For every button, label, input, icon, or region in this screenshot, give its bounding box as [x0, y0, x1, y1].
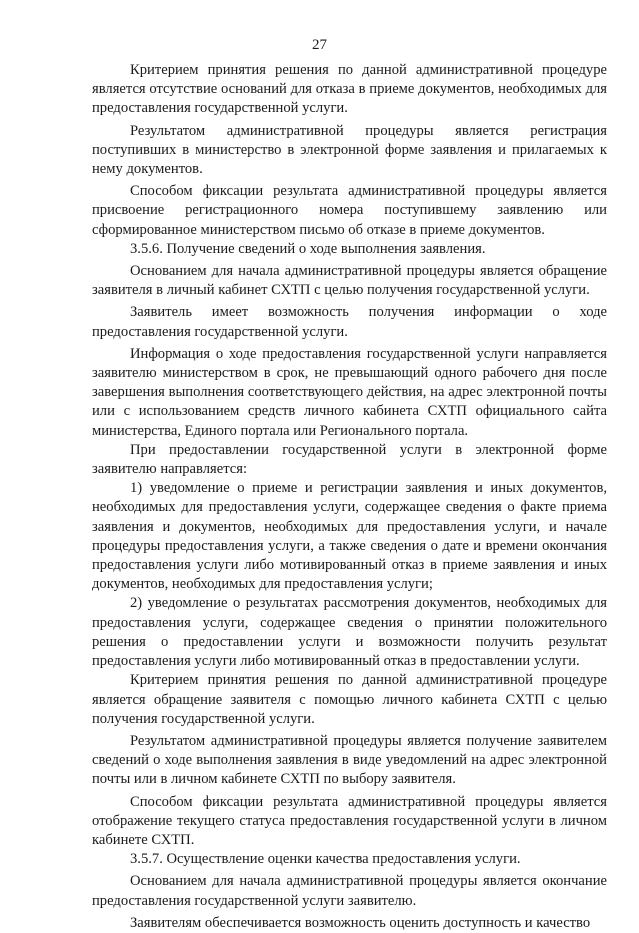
section-heading: 3.5.7. Осуществление оценки качества предоставления услуги. — [130, 851, 521, 868]
paragraph: Способом фиксации результата административной процедуры является присвоение регистрационного номера поступившему заявлению или сформированное министерством письмо об отказе в приеме документов. — [92, 183, 607, 238]
section-heading: 3.5.6. Получение сведений о ходе выполнения заявления. — [130, 240, 486, 257]
paragraph: Основанием для начала административной процедуры является окончание предоставления государственной услуги заявителю. — [92, 873, 607, 909]
paragraph: Критерием принятия решения по данной административной процедуре является обращение заявителя с помощью личного кабинета СХТП с целью получения государственной услуги. — [92, 672, 607, 727]
paragraph: Способом фиксации результата административной процедуры является отображение текущего статуса предоставления государственной услуги в личном кабинете СХТП. — [92, 793, 607, 848]
list-item: 1) уведомление о приеме и регистрации заявления и иных документов, необходимых для предоставления услуги, содержащее сведения о факте приема заявления и документов, необходимых для предоставления услуги, и начале процедуры предоставления услуги, а также сведения о дате и времени окончания предоставления услуги либо мотивированный отказ в приеме заявления и иных документов, необходимых для предоставления услуги; — [92, 480, 607, 593]
list-item: 2) уведомление о результатах рассмотрения документов, необходимых для предоставления услуги, содержащее сведения о принятии положительного решения о предоставлении услуги и возможности получить результат предоставления услуги либо мотивированный отказ в предоставлении услуги. — [92, 595, 607, 670]
paragraph: Результатом административной процедуры является получение заявителем сведений о ходе выполнения заявления в виде уведомлений на адрес электронной почты или в личном кабинете СХТП по выбору заявителя. — [92, 732, 607, 788]
paragraph: Критерием принятия решения по данной административной процедуре является отсутствие оснований для отказа в приеме документов, необходимых для предоставления государственной услуги. — [92, 62, 607, 117]
document-body — [92, 61, 607, 933]
page-number: 27 — [312, 37, 327, 53]
paragraph: При предоставлении государственной услуги в электронной форме заявителю направляется: — [92, 441, 607, 478]
paragraph: Заявителям обеспечивается возможность оценить доступность и качество — [130, 914, 591, 931]
paragraph: Результатом административной процедуры является регистрация поступивших в министерство в электронной форме заявления и прилагаемых к нему документов. — [92, 122, 607, 178]
paragraph: Заявитель имеет возможность получения информации о ходе предоставления государственной услуги. — [92, 304, 607, 340]
paragraph: Основанием для начала административной процедуры является обращение заявителя в личный кабинет СХТП с целью получения государственной услуги. — [92, 263, 607, 299]
paragraph: Информация о ходе предоставления государственной услуги направляется заявителю министерством в срок, не превышающий одного рабочего дня после завершения выполнения соответствующего действия, на адрес электронной почты или с использованием средств личного кабинета СХТП официального сайта министерства, Единого портала или Регионального портала. — [92, 345, 607, 439]
